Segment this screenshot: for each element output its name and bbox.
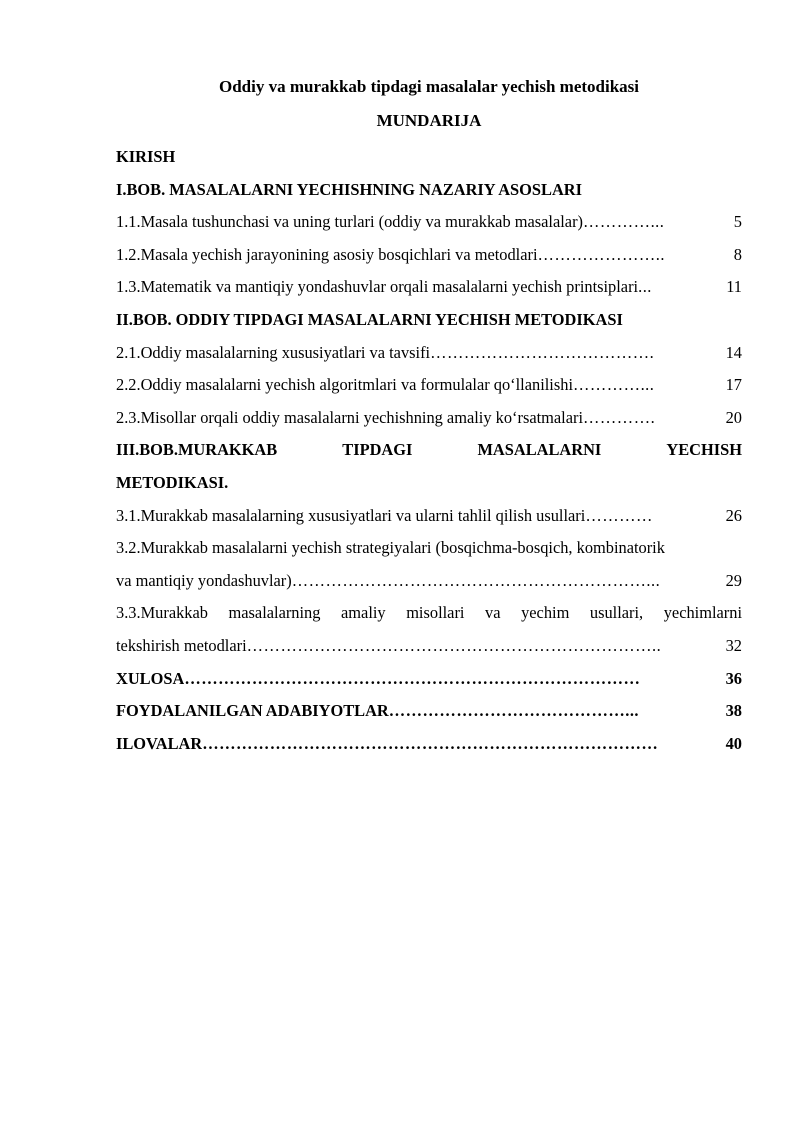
toc-page-number: 11 — [726, 277, 742, 297]
toc-entry-1-3 — [116, 271, 742, 304]
table-of-contents — [116, 141, 742, 760]
toc-entry-text: ILOVALAR — [116, 733, 203, 753]
toc-entry-word: usullari, — [589, 603, 644, 623]
toc-entry-2-2 — [116, 369, 742, 402]
toc-entry-1-1 — [116, 206, 742, 239]
toc-page-number: 5 — [733, 212, 742, 232]
toc-chapter-3-title-word: MASALALARNI — [477, 440, 602, 460]
toc-entry-word: yechim — [521, 603, 570, 623]
toc-page-number: 14 — [725, 342, 742, 362]
toc-entry-word: yechimlarni — [663, 603, 742, 623]
toc-chapter-3-title-continuation: METODIKASI. — [116, 472, 229, 492]
toc-entry-word: amaliy — [341, 603, 386, 623]
toc-chapter-3-title-word: III.BOB.MURAKKAB — [116, 440, 278, 460]
toc-entry-3-3-line2 — [116, 630, 742, 663]
toc-page-number: 38 — [725, 701, 742, 721]
toc-entry-3-3-line1 — [116, 597, 742, 630]
toc-leader-dots: ……………………………………………………………….. — [246, 635, 662, 655]
toc-entry-appendices — [116, 728, 742, 761]
toc-entry-text: 1.3.Matematik va mantiqiy yondashuvlar orqali masalalarni yechish printsiplari — [116, 277, 639, 297]
toc-chapter-3-title-word: YECHISH — [666, 440, 742, 460]
toc-chapter-3-title — [116, 434, 742, 467]
toc-entry-text: tekshirish metodlari — [116, 635, 247, 655]
toc-leader-dots: ………………………………………………………... — [291, 570, 661, 590]
toc-leader-dots: …………. — [583, 407, 656, 427]
toc-page-number: 20 — [725, 407, 742, 427]
toc-leader-dots: …………………………………. — [430, 342, 655, 362]
toc-entry-text: 1.1.Masala tushunchasi va uning turlari (oddiy va murakkab masalalar) — [116, 212, 583, 232]
toc-entry-2-3 — [116, 402, 742, 435]
toc-entry-references — [116, 695, 742, 728]
toc-entry-word: masalalarning — [228, 603, 321, 623]
document-title: Oddiy va murakkab tipdagi masalalar yechish metodikasi — [218, 77, 640, 96]
toc-entry-word: misollari — [406, 603, 465, 623]
toc-entry-word: 3.3.Murakkab — [116, 603, 208, 623]
toc-page-number: 8 — [733, 244, 742, 264]
toc-leader-dots: ……………………………………………………………………… — [184, 668, 641, 688]
toc-entry-3-1 — [116, 500, 742, 533]
toc-leader-dots: ... — [638, 277, 652, 297]
toc-entry-1-2 — [116, 239, 742, 272]
toc-entry-word: va — [485, 603, 501, 623]
toc-entry-text: XULOSA — [116, 668, 185, 688]
toc-page-number: 36 — [725, 668, 742, 688]
toc-entry-conclusion — [116, 663, 742, 696]
toc-entry-3-2-line1: 3.2.Murakkab masalalarni yechish strategiyalari (bosqichma-bosqich, kombinatorik — [116, 538, 665, 558]
toc-leader-dots: ………… — [585, 505, 653, 525]
toc-entry-intro: KIRISH — [116, 147, 176, 166]
toc-chapter-3-title-word: TIPDAGI — [342, 440, 413, 460]
toc-page-number: 29 — [725, 570, 742, 590]
toc-heading: MUNDARIJA — [376, 111, 482, 130]
toc-entry-text: 3.1.Murakkab masalalarning xususiyatlari va ularni tahlil qilish usullari — [116, 505, 586, 525]
toc-entry-text: FOYDALANILGAN ADABIYOTLAR — [116, 701, 389, 721]
toc-leader-dots: ……………………………………... — [388, 701, 640, 721]
toc-leader-dots: ………………….. — [537, 244, 665, 264]
toc-chapter-1-title: I.BOB. MASALALARNI YECHISHNING NAZARIY ASOSLARI — [116, 179, 583, 199]
toc-chapter-2-title: II.BOB. ODDIY TIPDAGI MASALALARNI YECHISH METODIKASI — [116, 309, 623, 329]
toc-entry-text: 2.2.Oddiy masalalarni yechish algoritmlari va formulalar qo‘llanilishi — [116, 375, 573, 395]
toc-entry-text: 2.3.Misollar orqali oddiy masalalarni yechishning amaliy ko‘rsatmalari — [116, 407, 584, 427]
toc-entry-text: 1.2.Masala yechish jarayonining asosiy bosqichlari va metodlari — [116, 244, 538, 264]
toc-page-number: 17 — [725, 375, 742, 395]
toc-leader-dots: …………... — [573, 375, 655, 395]
toc-entry-3-2-line2 — [116, 565, 742, 598]
toc-entry-text: va mantiqiy yondashuvlar) — [116, 570, 292, 590]
toc-leader-dots: ……………………………………………………………………… — [202, 733, 659, 753]
toc-entry-2-1 — [116, 337, 742, 370]
toc-leader-dots: …………... — [583, 212, 665, 232]
toc-entry-text: 2.1.Oddiy masalalarning xususiyatlari va tavsifi — [116, 342, 431, 362]
toc-page-number: 32 — [725, 635, 742, 655]
toc-page-number: 40 — [725, 733, 742, 753]
toc-page-number: 26 — [725, 505, 742, 525]
